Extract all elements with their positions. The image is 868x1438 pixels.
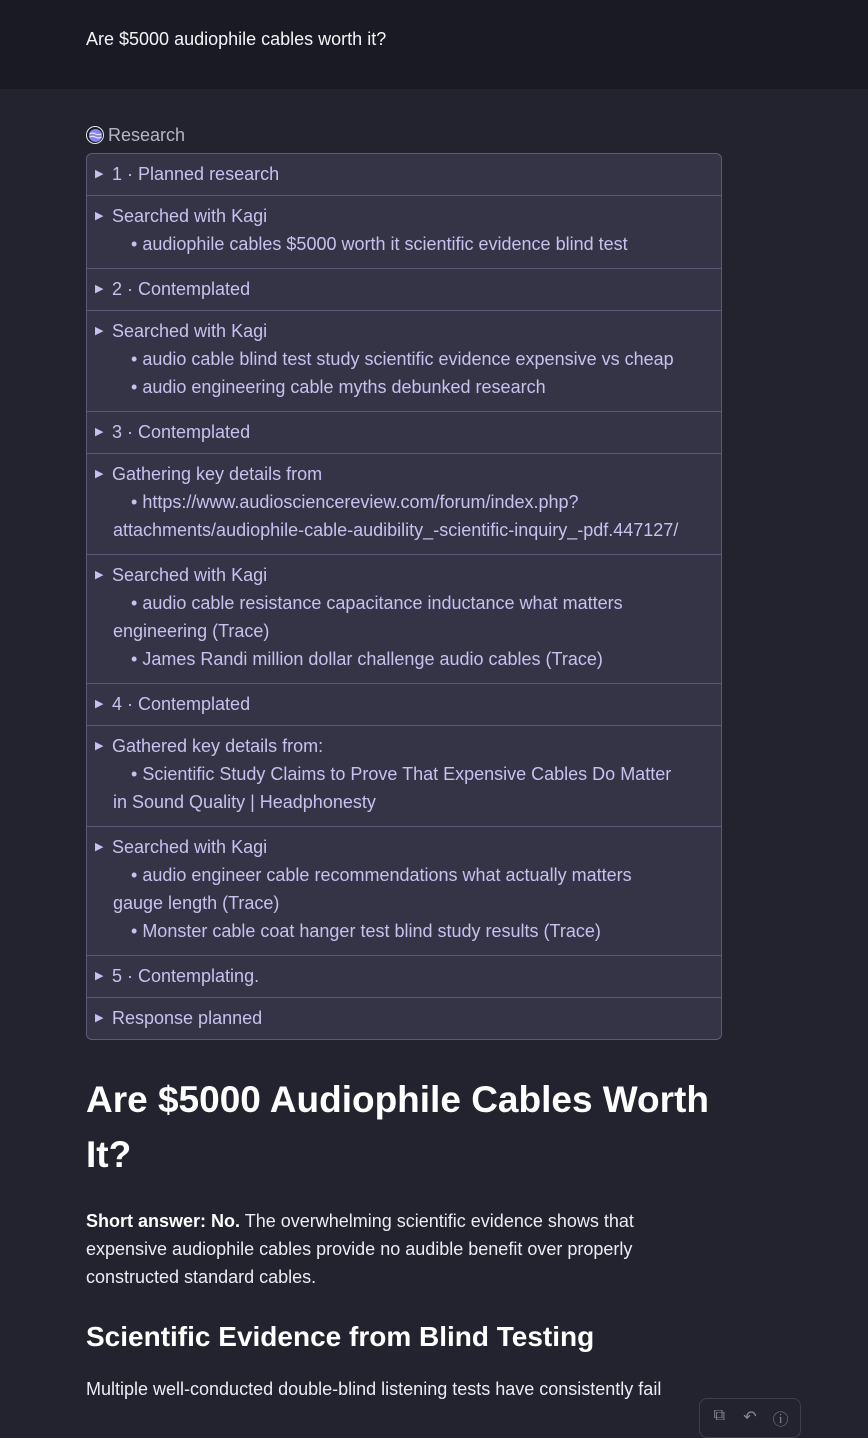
step-toggle[interactable] [95, 735, 713, 757]
expand-triangle-icon[interactable]: ▶ [95, 970, 104, 982]
step-toggle[interactable] [95, 320, 713, 342]
bullet-icon: • [131, 377, 143, 397]
research-step[interactable] [87, 195, 721, 268]
step-toggle[interactable] [95, 965, 713, 987]
step-item [113, 345, 683, 373]
research-title: Research [108, 124, 186, 145]
research-step[interactable] [87, 453, 721, 554]
bullet-icon: • [131, 492, 143, 512]
step-title: Gathering key details from [112, 464, 323, 484]
step-title: Gathered key details from: [112, 736, 324, 756]
step-title: Searched with Kagi [112, 206, 268, 226]
step-title: 4 · Contemplated [112, 694, 251, 714]
research-step[interactable] [87, 554, 721, 683]
copy-icon[interactable]: ⧉ [713, 1407, 726, 1424]
bullet-icon: • [131, 649, 143, 669]
expand-triangle-icon[interactable]: ▶ [95, 325, 104, 337]
step-title: Response planned [112, 1008, 263, 1028]
step-toggle[interactable] [95, 421, 713, 443]
summary-bold: Short answer: No. [86, 1211, 241, 1231]
step-item-text: audiophile cables $5000 worth it scientific evidence blind test [142, 234, 628, 254]
summary-text: The overwhelming scientific evidence shows that expensive audiophile cables provide no audible benefit over properly constructed standard cables. [86, 1211, 634, 1287]
answer-title: Are $5000 Audiophile Cables Worth It? [86, 1079, 709, 1175]
step-item [113, 645, 683, 673]
retry-icon[interactable]: ↶ [743, 1409, 757, 1426]
step-toggle[interactable] [95, 1007, 713, 1029]
step-item [113, 760, 683, 816]
research-label [86, 124, 722, 146]
expand-triangle-icon[interactable]: ▶ [95, 740, 104, 752]
step-item [113, 861, 683, 917]
research-step[interactable] [87, 310, 721, 411]
research-step[interactable] [87, 268, 721, 310]
step-items [95, 861, 713, 945]
step-item [113, 488, 683, 544]
section-text: Multiple well-conducted double-blind listening tests have consistently fail [86, 1379, 662, 1399]
step-item [113, 373, 683, 401]
step-items [95, 345, 713, 401]
step-item [113, 589, 683, 645]
bullet-icon: • [131, 865, 143, 885]
step-toggle[interactable] [95, 163, 713, 185]
bullet-icon: • [131, 234, 143, 254]
expand-triangle-icon[interactable]: ▶ [95, 426, 104, 438]
expand-triangle-icon[interactable]: ▶ [95, 468, 104, 480]
step-title: 2 · Contemplated [112, 279, 251, 299]
section-title: Scientific Evidence from Blind Testing [86, 1321, 595, 1352]
step-item [113, 917, 683, 945]
research-step[interactable] [87, 997, 721, 1039]
bullet-icon: • [131, 593, 143, 613]
message-toolbar [699, 1398, 801, 1438]
expand-triangle-icon[interactable]: ▶ [95, 841, 104, 853]
research-step[interactable] [87, 411, 721, 453]
expand-triangle-icon[interactable]: ▶ [95, 569, 104, 581]
step-item-text: Monster cable coat hanger test blind study results (Trace) [142, 921, 601, 941]
response-content [86, 124, 722, 1403]
research-step[interactable] [87, 154, 721, 195]
step-item-text: Scientific Study Claims to Prove That Expensive Cables Do Matter in Sound Quality | Headphonesty [113, 764, 672, 812]
step-title: Searched with Kagi [112, 837, 268, 857]
step-toggle[interactable] [95, 693, 713, 715]
research-step[interactable] [87, 725, 721, 826]
info-icon[interactable]: ⓘ [772, 1412, 789, 1429]
bullet-icon: • [131, 764, 143, 784]
expand-triangle-icon[interactable]: ▶ [95, 210, 104, 222]
step-title: 3 · Contemplated [112, 422, 251, 442]
expand-triangle-icon[interactable]: ▶ [95, 698, 104, 710]
step-toggle[interactable] [95, 836, 713, 858]
step-item-text: audio engineer cable recommendations what actually matters gauge length (Trace) [113, 865, 632, 913]
research-step[interactable] [87, 826, 721, 955]
step-item-text: https://www.audiosciencereview.com/forum/index.php?attachments/audiophile-cable-audibility_-scientific-inquiry_-pdf.447127/ [113, 492, 679, 540]
step-items [95, 589, 713, 673]
query-header [0, 0, 868, 89]
step-title: Searched with Kagi [112, 565, 268, 585]
step-toggle[interactable] [95, 463, 713, 485]
research-step[interactable] [87, 955, 721, 997]
step-items [95, 760, 713, 816]
step-title: 5 · Contemplating. [112, 966, 260, 986]
step-item-text: audio cable resistance capacitance inductance what matters engineering (Trace) [113, 593, 623, 641]
step-title: 1 · Planned research [112, 164, 280, 184]
bullet-icon: • [131, 349, 143, 369]
research-step[interactable] [87, 683, 721, 725]
step-toggle[interactable] [95, 564, 713, 586]
user-query: Are $5000 audiophile cables worth it? [86, 29, 387, 49]
step-item-text: audio cable blind test study scientific evidence expensive vs cheap [142, 349, 674, 369]
step-toggle[interactable] [95, 278, 713, 300]
expand-triangle-icon[interactable]: ▶ [95, 1012, 104, 1024]
step-item [113, 230, 683, 258]
bullet-icon: • [131, 921, 143, 941]
expand-triangle-icon[interactable]: ▶ [95, 283, 104, 295]
research-steps [86, 153, 722, 1040]
step-title: Searched with Kagi [112, 321, 268, 341]
step-item-text: audio engineering cable myths debunked research [142, 377, 546, 397]
expand-triangle-icon[interactable]: ▶ [95, 168, 104, 180]
answer-summary [86, 1207, 686, 1291]
step-item-text: James Randi million dollar challenge audio cables (Trace) [142, 649, 603, 669]
step-items [95, 488, 713, 544]
step-toggle[interactable] [95, 205, 713, 227]
globe-icon [86, 126, 104, 144]
step-items [95, 230, 713, 258]
